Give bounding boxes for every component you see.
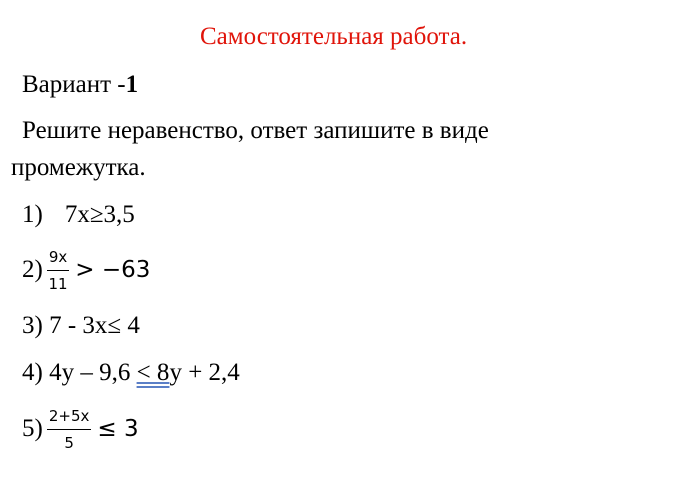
problem-5-numerator: 2+5x (47, 406, 92, 430)
problem-3-number: 3) (22, 312, 43, 339)
problem-4-after: y + 2,4 (169, 359, 240, 386)
problem-4-before: 4y – 9,6 (49, 359, 137, 386)
problem-1-number: 1) (22, 201, 43, 228)
problem-1-expression: 7x≥3,5 (64, 201, 135, 228)
problem-1 (22, 200, 135, 230)
instruction-line-1: Решите неравенство, ответ запишите в виде (22, 117, 489, 144)
page-title: Самостоятельная работа. (200, 23, 468, 50)
variant-number: 1 (125, 71, 139, 98)
problem-5-denominator: 5 (64, 433, 74, 452)
problem-5-fraction (47, 406, 92, 453)
problem-3 (22, 311, 140, 341)
variant-heading (22, 70, 138, 100)
problem-2-rest: > −63 (75, 257, 151, 283)
problem-2-denominator: 11 (48, 274, 68, 293)
problem-5-number: 5) (22, 415, 43, 442)
problem-4-underlined: < 8 (136, 359, 170, 386)
problem-3-expression: 7 - 3x≤ 4 (49, 312, 140, 339)
instruction-line-2: промежутка. (11, 154, 146, 181)
problem-2 (22, 244, 150, 296)
problem-5-rest: ≤ 3 (97, 416, 139, 442)
problem-4 (22, 358, 240, 388)
problem-4-number: 4) (22, 359, 43, 386)
problem-2-numerator: 9x (47, 247, 69, 271)
problem-2-fraction (47, 247, 69, 294)
variant-label: Вариант - (22, 71, 126, 98)
problem-5 (22, 402, 139, 456)
problem-2-number: 2) (22, 256, 43, 283)
